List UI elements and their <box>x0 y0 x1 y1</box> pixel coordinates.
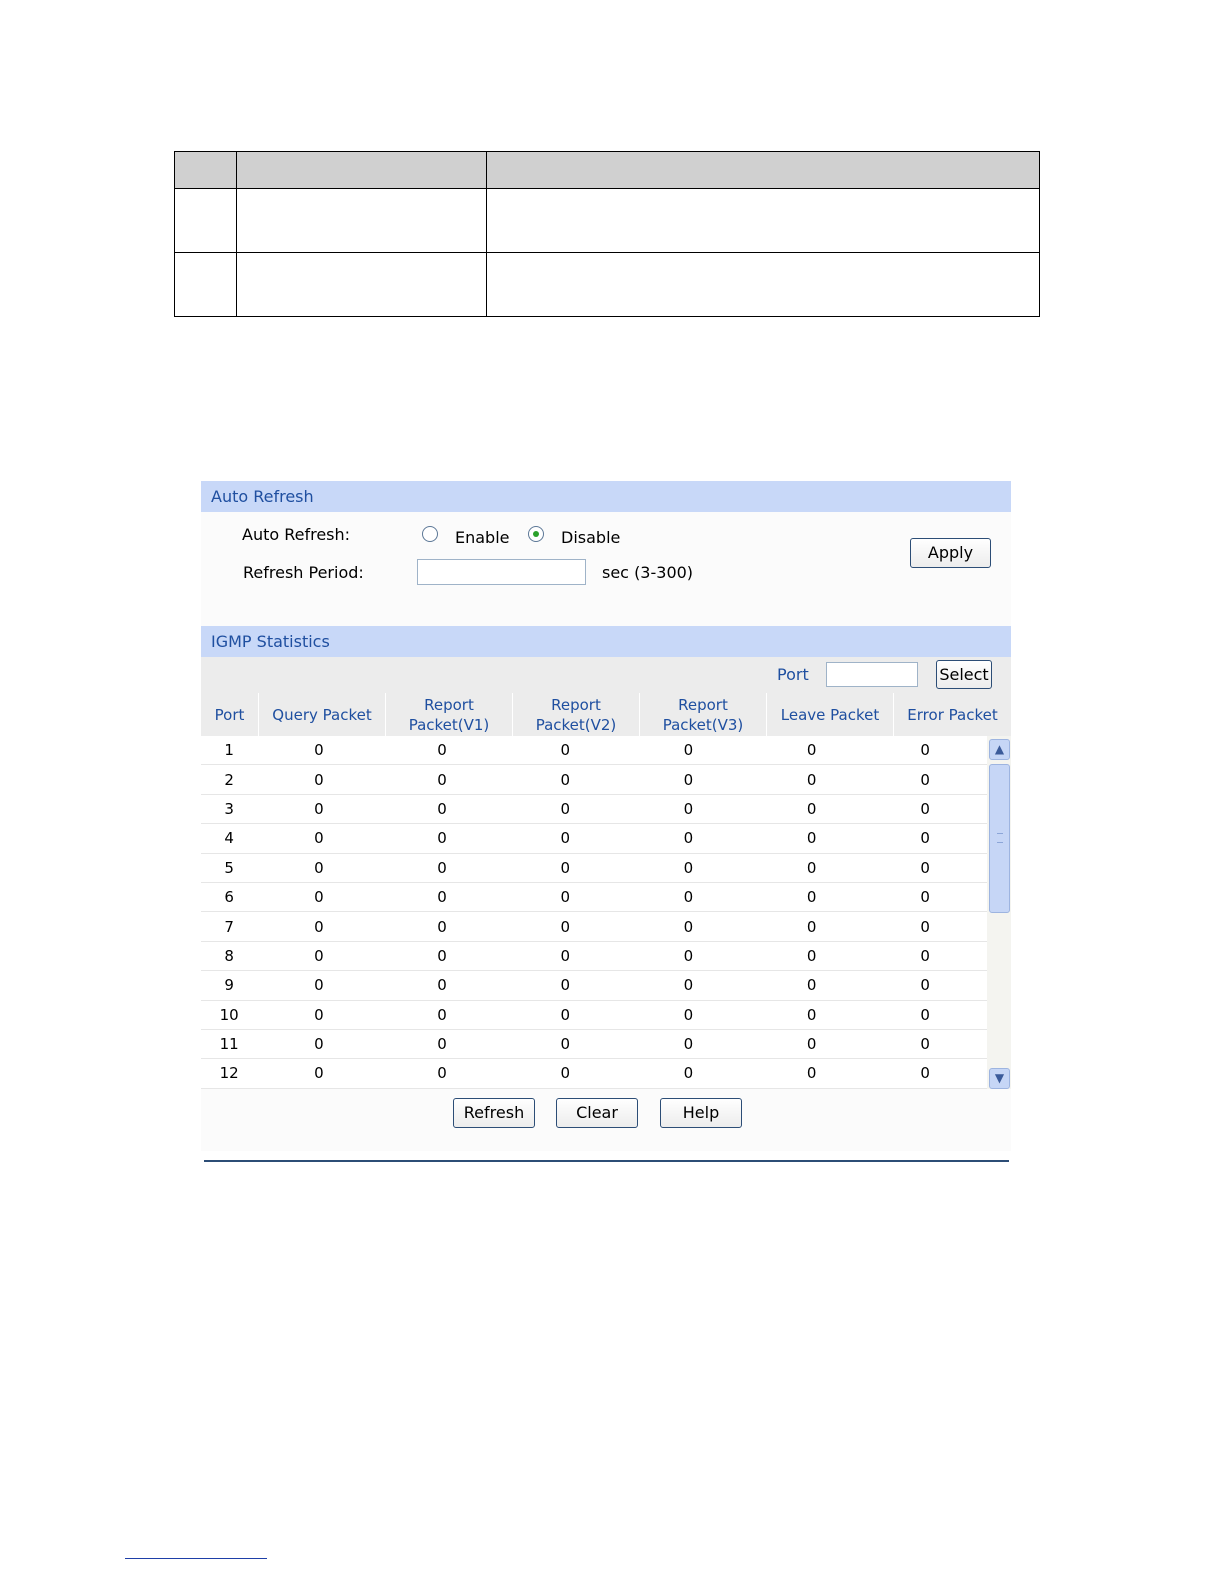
cell-leave-packet: 0 <box>806 1005 817 1024</box>
refresh-period-input[interactable] <box>417 559 586 585</box>
panel-bottom-rule <box>204 1160 1009 1162</box>
cell-report-v2: 0 <box>560 917 570 936</box>
cell-report-v2: 0 <box>560 1035 570 1054</box>
cell-leave-packet: 0 <box>806 976 817 995</box>
cell-leave-packet: 0 <box>806 946 817 965</box>
table-row <box>201 1030 987 1059</box>
cell-leave-packet: 0 <box>806 799 817 818</box>
cell-query-packet: 0 <box>314 1035 324 1054</box>
cell-report-v2: 0 <box>560 888 570 907</box>
scrollbar-thumb[interactable] <box>989 764 1010 913</box>
port-filter-bar <box>201 657 1011 693</box>
cell-report-v2: 0 <box>560 799 570 818</box>
table-row <box>201 942 987 971</box>
cell-error-packet: 0 <box>920 829 930 848</box>
column-header-report-v2: Report Packet(V2) <box>513 693 640 736</box>
cell-leave-packet: 0 <box>806 917 817 936</box>
cell-leave-packet: 0 <box>806 770 817 789</box>
cell-query-packet: 0 <box>314 946 324 965</box>
cell-report-v1: 0 <box>437 888 447 907</box>
cell-leave-packet: 0 <box>806 1064 817 1083</box>
cell-report-v1: 0 <box>437 770 447 789</box>
cell-port: 12 <box>219 1064 239 1083</box>
cell-query-packet: 0 <box>314 770 324 789</box>
cell-report-v1: 0 <box>437 799 447 818</box>
cell-leave-packet: 0 <box>806 888 817 907</box>
table-row <box>201 912 987 941</box>
cell-query-packet: 0 <box>314 829 324 848</box>
cell-error-packet: 0 <box>920 946 930 965</box>
disable-label[interactable]: Disable <box>561 528 621 547</box>
grip-icon <box>997 833 1003 843</box>
cell-error-packet: 0 <box>920 799 930 818</box>
cell-report-v2: 0 <box>560 946 570 965</box>
cell-query-packet: 0 <box>314 888 324 907</box>
cell-report-v2: 0 <box>560 976 570 995</box>
table-row <box>201 854 987 883</box>
cell-report-v2: 0 <box>560 770 570 789</box>
cell-query-packet: 0 <box>314 858 324 877</box>
footnote-separator <box>125 1558 267 1559</box>
auto-refresh-section-title: Auto Refresh <box>201 481 1011 512</box>
cell-error-packet: 0 <box>920 770 930 789</box>
column-header-report-v1: Report Packet(V1) <box>386 693 513 736</box>
help-button[interactable]: Help <box>660 1098 742 1128</box>
cell-error-packet: 0 <box>920 1005 930 1024</box>
scroll-down-icon[interactable]: ▼ <box>989 1068 1010 1089</box>
cell-report-v3: 0 <box>683 946 694 965</box>
cell-port: 2 <box>224 770 234 789</box>
disable-radio[interactable] <box>528 526 544 542</box>
column-header-leave-packet: Leave Packet <box>767 693 894 736</box>
cell-port: 10 <box>219 1005 239 1024</box>
table-row <box>201 736 987 765</box>
cell-port: 7 <box>224 917 234 936</box>
cell-report-v1: 0 <box>437 1005 447 1024</box>
refresh-period-label: Refresh Period: <box>243 563 364 582</box>
column-header-error-packet: Error Packet <box>907 705 998 724</box>
cell-error-packet: 0 <box>920 1035 930 1054</box>
select-button[interactable]: Select <box>936 660 992 689</box>
cell-report-v3: 0 <box>683 917 694 936</box>
cell-report-v3: 0 <box>683 1064 694 1083</box>
cell-port: 11 <box>219 1035 239 1054</box>
cell-query-packet: 0 <box>314 917 324 936</box>
cell-error-packet: 0 <box>920 858 930 877</box>
table-row <box>201 971 987 1000</box>
cell-report-v3: 0 <box>683 1005 694 1024</box>
cell-port: 4 <box>224 829 234 848</box>
clear-button[interactable]: Clear <box>556 1098 638 1128</box>
cell-error-packet: 0 <box>920 1064 930 1083</box>
cell-report-v3: 0 <box>683 829 694 848</box>
port-filter-input[interactable] <box>826 662 918 687</box>
cell-port: 6 <box>224 888 234 907</box>
port-filter-label: Port <box>777 665 809 684</box>
cell-query-packet: 0 <box>314 1064 324 1083</box>
cell-leave-packet: 0 <box>806 741 817 760</box>
auto-refresh-label: Auto Refresh: <box>242 525 351 544</box>
cell-report-v3: 0 <box>683 799 694 818</box>
cell-report-v3: 0 <box>683 888 694 907</box>
document-table-row <box>175 189 1040 253</box>
table-header <box>201 693 1011 736</box>
table-body <box>201 736 987 1089</box>
cell-report-v2: 0 <box>560 1064 570 1083</box>
document-table <box>174 151 1040 317</box>
cell-port: 8 <box>224 946 234 965</box>
cell-report-v3: 0 <box>683 770 694 789</box>
cell-report-v1: 0 <box>437 741 447 760</box>
document-table-row <box>175 253 1040 317</box>
apply-button[interactable]: Apply <box>910 538 991 568</box>
cell-leave-packet: 0 <box>806 1035 817 1054</box>
cell-report-v1: 0 <box>437 976 447 995</box>
auto-refresh-form <box>201 512 1011 626</box>
cell-report-v3: 0 <box>683 741 694 760</box>
cell-port: 9 <box>224 976 234 995</box>
cell-report-v2: 0 <box>560 858 570 877</box>
scroll-up-icon[interactable]: ▲ <box>989 739 1010 760</box>
cell-query-packet: 0 <box>314 976 324 995</box>
table-row <box>201 824 987 853</box>
cell-error-packet: 0 <box>920 976 930 995</box>
refresh-period-hint: sec (3-300) <box>602 563 694 582</box>
igmp-statistics-section-title: IGMP Statistics <box>201 626 1011 657</box>
cell-report-v1: 0 <box>437 946 447 965</box>
cell-leave-packet: 0 <box>806 858 817 877</box>
cell-report-v3: 0 <box>683 976 694 995</box>
table-row <box>201 795 987 824</box>
igmp-statistics-table <box>201 693 1011 1089</box>
cell-report-v2: 0 <box>560 829 570 848</box>
table-row <box>201 1001 987 1030</box>
cell-port: 5 <box>224 858 234 877</box>
column-header-port: Port <box>201 693 259 736</box>
cell-report-v1: 0 <box>437 829 447 848</box>
cell-report-v3: 0 <box>683 858 694 877</box>
cell-error-packet: 0 <box>920 741 930 760</box>
cell-report-v1: 0 <box>437 1064 447 1083</box>
column-header-report-v3: Report Packet(V3) <box>640 693 767 736</box>
cell-report-v2: 0 <box>560 1005 570 1024</box>
enable-label[interactable]: Enable <box>455 528 510 547</box>
cell-query-packet: 0 <box>314 741 324 760</box>
igmp-statistics-panel <box>201 481 1011 1151</box>
cell-report-v3: 0 <box>683 1035 694 1054</box>
cell-leave-packet: 0 <box>806 829 817 848</box>
cell-report-v1: 0 <box>437 858 447 877</box>
table-row <box>201 883 987 912</box>
action-bar <box>201 1089 1011 1151</box>
cell-port: 3 <box>224 799 234 818</box>
cell-report-v2: 0 <box>560 741 570 760</box>
enable-radio[interactable] <box>422 526 438 542</box>
document-table-header-row <box>175 152 1040 189</box>
column-header-query-packet: Query Packet <box>259 693 386 736</box>
cell-port: 1 <box>224 741 234 760</box>
table-row <box>201 1059 987 1088</box>
refresh-button[interactable]: Refresh <box>453 1098 535 1128</box>
cell-query-packet: 0 <box>314 1005 324 1024</box>
cell-error-packet: 0 <box>920 917 930 936</box>
table-row <box>201 765 987 794</box>
cell-query-packet: 0 <box>314 799 324 818</box>
cell-error-packet: 0 <box>920 888 930 907</box>
cell-report-v1: 0 <box>437 1035 447 1054</box>
cell-report-v1: 0 <box>437 917 447 936</box>
